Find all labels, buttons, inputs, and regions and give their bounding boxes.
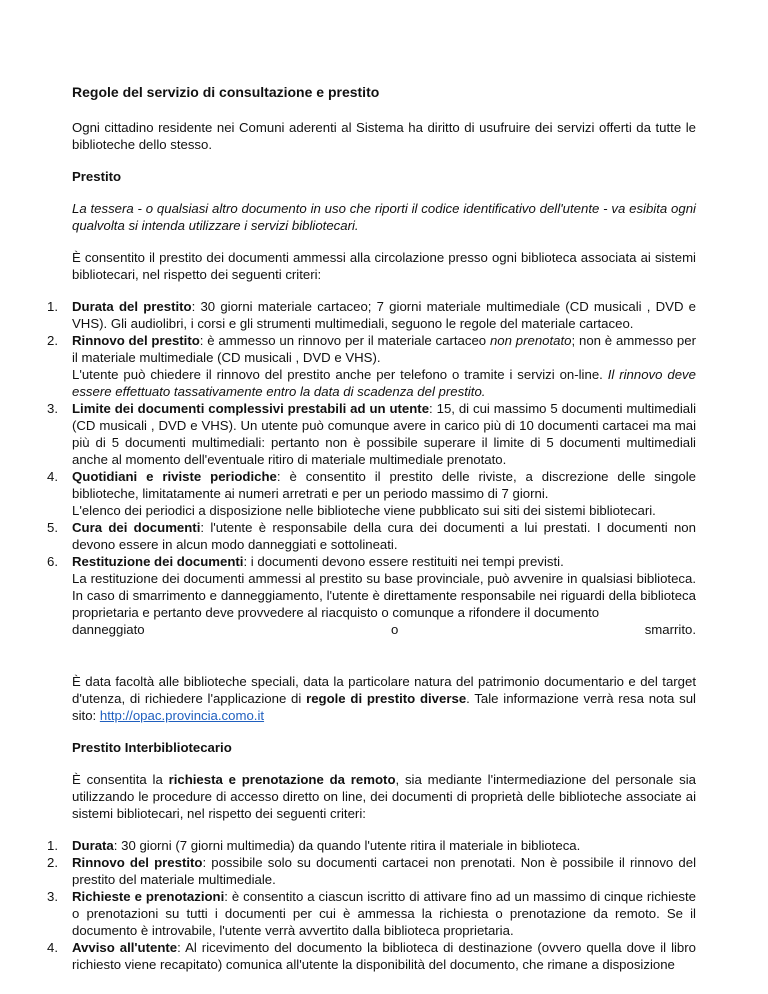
item-label: Rinnovo del prestito — [72, 855, 203, 870]
prestito-criteria-list — [47, 298, 697, 638]
item-text: : è consentito il prestito delle riviste, a discrezione delle singole biblioteche, limitatamente ai numeri arretrati e per un periodo massimo di 7 giorni. — [72, 469, 697, 501]
justified-last-line — [72, 621, 696, 638]
item-text: : è consentito a ciascun iscritto di attivare fino ad un massimo di cinque richieste o prenotazioni su tutti i documenti per cui è ammessa la richiesta o prenotazione da remoto. Se il documento è introvabile, l'utente verrà avvertito dalla biblioteca proprietaria. — [72, 889, 696, 938]
item-text: La restituzione dei documenti ammessi al prestito su base provinciale, può avvenire in qualsiasi biblioteca. In caso di smarrimento e danneggiamento, l'utente è direttamente responsabile nei riguardi della biblioteca proprietaria e pertanto deve provvedere al riacquisto o comunque a rifondere il documento — [72, 571, 696, 620]
item-label: Quotidiani e riviste periodiche — [72, 469, 277, 484]
paragraph-bold-text: richiesta e prenotazione da remoto — [168, 772, 396, 787]
list-item — [47, 400, 697, 468]
paragraph-text: È consentita la — [72, 772, 169, 787]
list-number: 2. — [47, 333, 58, 348]
list-item — [47, 854, 696, 888]
item-text: : Al ricevimento del documento la biblioteca di destinazione (ovvero quella dove il libro richiesto viene recapitato) comunica all'utente la disponibilità del documento, che rimane a disposizione — [72, 940, 696, 972]
item-text: : l'utente è responsabile della cura dei documenti a lui prestati. I documenti non devono essere in alcun modo danneggiati e sottolineati. — [72, 520, 696, 552]
list-number: 2. — [47, 855, 58, 870]
list-item — [47, 332, 696, 400]
list-number: 5. — [47, 520, 58, 535]
section-heading-prestito: Prestito — [72, 169, 122, 184]
tessera-note: La tessera - o qualsiasi altro documento in uso che riporti il codice identificativo dell'utente - va esibita ogni qualvolta si intenda utilizzare i servizi bibliotecari. — [72, 201, 696, 233]
list-item — [47, 519, 696, 553]
paragraph-text: È data facoltà alle biblioteche speciali, data la particolare natura del patrimonio documentario e del target d'utenza, di richiedere l'applicazione di — [72, 674, 696, 706]
item-text: L'utente può chiedere il rinnovo del prestito anche per telefono o tramite i servizi on-line. — [72, 367, 608, 382]
item-text: danneggiato — [72, 622, 145, 637]
list-number: 3. — [47, 401, 58, 416]
prestito-lead: È consentito il prestito dei documenti ammessi alla circolazione presso ogni biblioteca associata ai sistemi bibliotecari, nel rispetto dei seguenti criteri: — [72, 250, 696, 282]
list-number: 1. — [47, 838, 58, 853]
biblioteche-speciali-paragraph — [72, 673, 696, 724]
document-body — [47, 84, 697, 988]
spacer — [72, 653, 696, 673]
page-title: Regole del servizio di consultazione e prestito — [72, 84, 380, 100]
list-item — [47, 298, 697, 332]
list-item — [47, 553, 696, 638]
item-label: Cura dei documenti — [72, 520, 201, 535]
item-text: smarrito. — [644, 622, 696, 637]
item-label: Restituzione dei documenti — [72, 554, 244, 569]
intro-paragraph: Ogni cittadino residente nei Comuni aderenti al Sistema ha diritto di usufruire dei servizi offerti da tutte le biblioteche dello stesso. — [72, 120, 696, 152]
interbib-lead — [72, 771, 696, 822]
item-text: : possibile solo su documenti cartacei non prenotati. Non è possibile il rinnovo del prestito del materiale multimediale. — [72, 855, 696, 887]
item-label: Limite dei documenti complessivi prestabili ad un utente — [72, 401, 430, 416]
item-label: Durata — [72, 838, 114, 853]
item-label: Richieste e prenotazioni — [72, 889, 225, 904]
paragraph-bold-text: regole di prestito diverse — [306, 691, 467, 706]
item-text: : 30 giorni (7 giorni multimedia) da quando l'utente ritira il materiale in biblioteca. — [113, 838, 581, 853]
opac-link[interactable]: http://opac.provincia.como.it — [99, 708, 265, 723]
list-item — [47, 888, 696, 939]
list-number: 6. — [47, 554, 58, 569]
paragraph-text: . Tale informazione verrà resa nota sul sito: — [72, 691, 696, 723]
item-text-italic: Il rinnovo deve essere effettuato tassativamente entro la data di scadenza del prestito. — [72, 367, 696, 399]
section-heading-interbibliotecario: Prestito Interbibliotecario — [72, 740, 232, 755]
item-label: Rinnovo del prestito — [72, 333, 200, 348]
list-item — [47, 939, 696, 973]
item-text: : 30 giorni materiale cartaceo; 7 giorni materiale multimediale (CD musicali , DVD e VHS). Gli audiolibri, i corsi e gli strumenti multimediali, seguono le regole del materiale cartaceo. — [72, 299, 697, 331]
interbib-criteria-list — [47, 837, 696, 973]
item-text-italic: non prenotato — [489, 333, 572, 348]
item-text: : i documenti devono essere restituiti nei tempi previsti. — [243, 554, 564, 569]
list-item — [47, 468, 697, 519]
item-label: Avviso all'utente — [72, 940, 178, 955]
item-label: Durata del prestito — [72, 299, 192, 314]
item-text: L'elenco dei periodici a disposizione nelle biblioteche viene pubblicato sui siti dei sistemi bibliotecari. — [72, 503, 656, 518]
paragraph-text: , sia mediante l'intermediazione del personale sia utilizzando le procedure di accesso diretto on line, dei documenti di proprietà delle biblioteche associate ai sistemi bibliotecari, nel rispetto dei seguenti criteri: — [72, 772, 696, 821]
item-text: : è ammesso un rinnovo per il materiale cartaceo — [199, 333, 490, 348]
item-text: ; non è ammesso per il materiale multimediale (CD musicali , DVD e VHS). — [72, 333, 696, 365]
list-number: 4. — [47, 469, 58, 484]
list-item — [47, 837, 696, 854]
item-text: o — [390, 622, 399, 637]
list-number: 3. — [47, 889, 58, 904]
list-number: 4. — [47, 940, 58, 955]
item-text: : 15, di cui massimo 5 documenti multimediali (CD musicali , DVD e VHS). Un utente può comunque avere in carico più di 10 documenti cartacei ma mai più di 5 documenti multimediali: pertanto non è possibile superare il limite di 5 documenti multimediali anche al momento dell'eventuale ritiro di materiale multimediale prenotato. — [72, 401, 697, 467]
list-number: 1. — [47, 299, 58, 314]
